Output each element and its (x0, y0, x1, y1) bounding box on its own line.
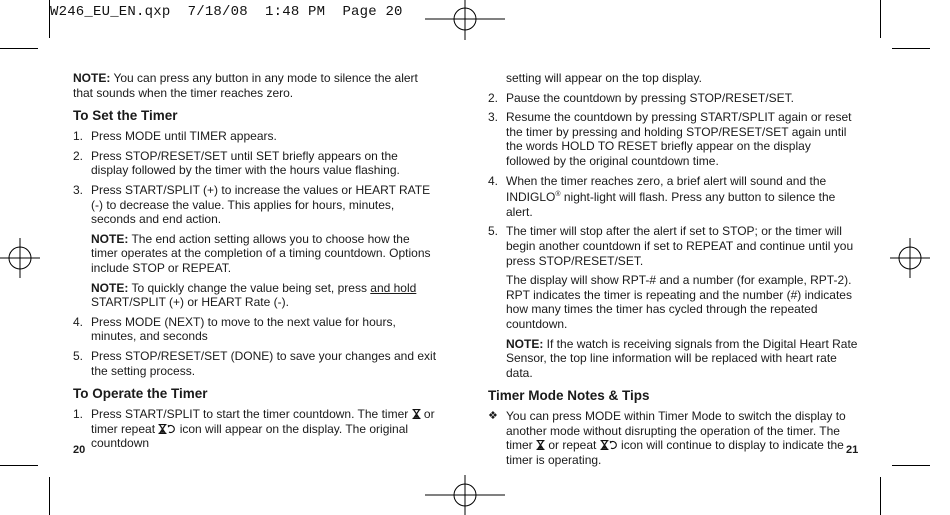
display-paragraph: The display will show RPT-# and a number (for example, RPT-2). RPT indicates the timer is repeating and the number (#) indicates how many times the timer has cycled through the repeated countdown. (506, 273, 852, 331)
list-item: 5. Press STOP/RESET/SET (DONE) to save your changes and exit the setting process. (73, 348, 437, 378)
repeat-hourglass-icon (158, 424, 176, 434)
list-item: 1. Press MODE until TIMER appears. (73, 129, 277, 144)
left-page-column (73, 71, 438, 456)
right-page-column (488, 71, 858, 473)
crop-mark (892, 48, 930, 49)
list-item: 5. The timer will stop after the alert if set to STOP; or the timer will begin another countdown if set to REPEAT and continue until you press STOP/RESET/SET. (488, 224, 854, 268)
registration-mark (425, 475, 505, 515)
registration-mark (890, 238, 930, 278)
crop-mark (49, 0, 50, 38)
list-item: 1. Press START/SPLIT to start the timer countdown. The timer or timer repeat icon will appear on the display. The original countdown (73, 407, 435, 451)
diamond-bullet-icon: ❖ (488, 410, 498, 423)
hourglass-icon (536, 440, 545, 450)
crop-mark (49, 477, 50, 515)
list-item: ❖ You can press MODE within Timer Mode to switch the display to another mode without disrupting the operation of the timer. The timer or repeat icon will continue to display to indicate the timer is operating. (488, 409, 846, 468)
note-label: NOTE: (73, 71, 111, 85)
operate-timer-heading: To Operate the Timer (73, 386, 208, 402)
list-item: 4. When the timer reaches zero, a brief alert will sound and the INDIGLO® night-light will flash. Press any button to silence the alert. (488, 173, 836, 219)
hourglass-icon (412, 409, 421, 419)
heart-rate-note: NOTE: If the watch is receiving signals from the Digital Heart Rate Sensor, the top line information will be replaced with heart rate data. (506, 336, 858, 380)
note-text: You can press any button in any mode to silence the alert that sounds when the timer reaches zero. (73, 71, 418, 100)
crop-mark (0, 48, 38, 49)
continued-text: setting will appear on the top display. (506, 71, 702, 85)
list-item: 3. Press START/SPLIT (+) to increase the values or HEART RATE (-) to decrease the value. This applies for hours, minutes, seconds and end action. (73, 182, 431, 227)
repeat-hourglass-icon (600, 440, 618, 450)
tips-heading: Timer Mode Notes & Tips (488, 388, 650, 404)
intro-note (73, 71, 438, 100)
crop-mark (880, 477, 881, 515)
crop-mark (880, 0, 881, 38)
crop-mark (0, 465, 38, 466)
registration-mark (0, 238, 40, 278)
page-number-right: 21 (846, 444, 859, 456)
list-item: 2. Press STOP/RESET/SET until SET briefly appears on the display followed by the timer with the hours value flashing. (73, 148, 400, 178)
list-item: 3. Resume the countdown by pressing START/SPLIT again or reset the timer by pressing and holding STOP/RESET/SET again until the words HOLD TO RESET briefly appear on the display followed by the original countdown time. (488, 110, 852, 168)
set-timer-heading: To Set the Timer (73, 108, 178, 124)
registration-mark (425, 0, 505, 40)
end-action-note: NOTE: The end action setting allows you to choose how the timer operates at the completion of a timing countdown. Options include STOP or REPEAT. (91, 231, 431, 275)
list-item: 4. Press MODE (NEXT) to move to the next value for hours, minutes, and seconds (73, 314, 396, 344)
list-item: 2. Pause the countdown by pressing STOP/RESET/SET. (488, 90, 794, 105)
page-number-left: 20 (73, 444, 86, 456)
quick-change-note: NOTE: To quickly change the value being set, press and hold START/SPLIT (+) or HEART Rate (-). (91, 280, 417, 310)
print-slug: W246_EU_EN.qxp 7/18/08 1:48 PM Page 20 (50, 4, 403, 20)
crop-mark (892, 465, 930, 466)
